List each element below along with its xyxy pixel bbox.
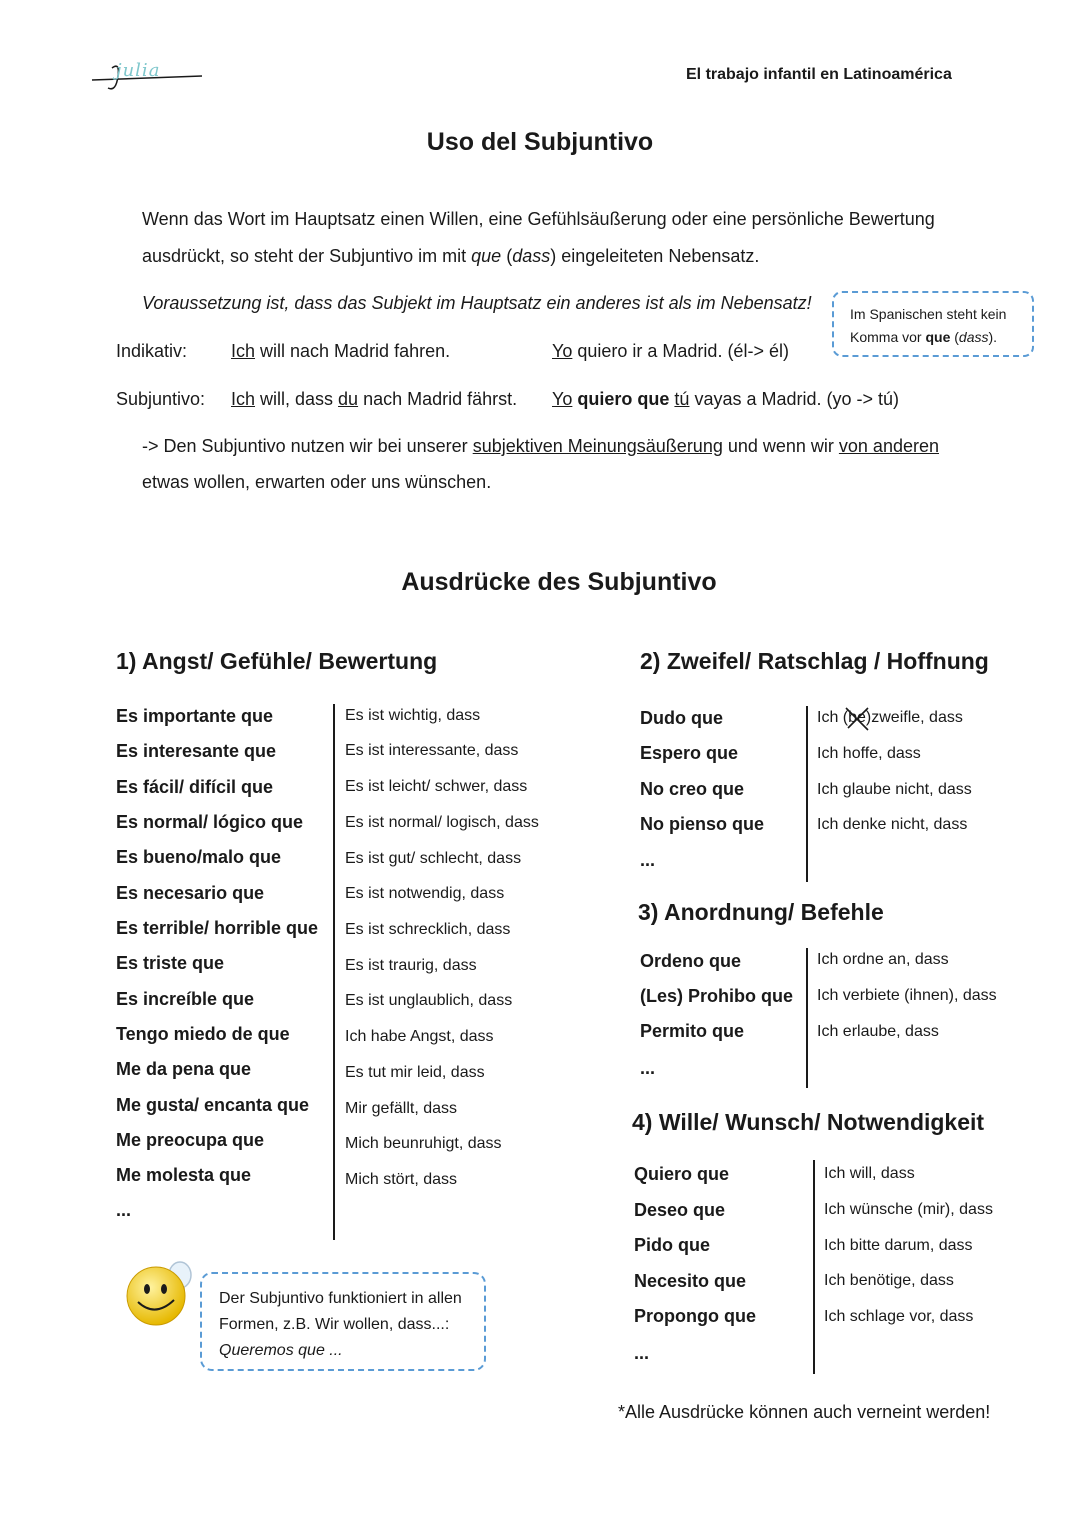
condition-statement: Voraussetzung ist, dass das Subjekt im Hauptsatz ein anderes ist als im Nebensatz! (142, 293, 812, 313)
list-item: Es tut mir leid, dass (345, 1064, 485, 1081)
text: will, dass (255, 389, 339, 409)
text-underlined: du (338, 389, 359, 409)
list-item: Es necesario que (116, 883, 265, 903)
list-item: Ordeno que (640, 951, 742, 971)
text: quiero ir a Madrid. (él-> él) (572, 341, 789, 361)
list-item: Pido que (634, 1235, 710, 1255)
list-item: Mir gefällt, dass (345, 1100, 458, 1117)
text-underlined: von anderen (838, 436, 939, 456)
list-item: (Les) Prohibo que (640, 986, 793, 1006)
tip-line-1: Der Subjuntivo funktioniert in allen (219, 1290, 462, 1307)
list-item: Me preocupa que (116, 1130, 265, 1150)
list-item: Ich schlage vor, dass (824, 1308, 974, 1325)
list-item: Es triste que (116, 953, 225, 973)
note-line-1: Im Spanischen steht kein (850, 306, 1007, 322)
text-underlined: Yo (552, 341, 573, 361)
list-item: Ich ordne an, dass (817, 951, 949, 968)
list-item: No pienso que (640, 814, 765, 834)
group-4-title: 4) Wille/ Wunsch/ Notwendigkeit (632, 1109, 985, 1135)
text: -> Den Subjuntivo nutzen wir bei unserer (142, 436, 473, 456)
text: Komma vor (850, 329, 926, 345)
text: ). (988, 329, 998, 345)
conclusion-line-2: etwas wollen, erwarten oder uns wünschen. (142, 472, 492, 492)
indikativ-label: Indikativ: (116, 341, 188, 361)
list-item: No creo que (640, 779, 745, 799)
list-item: Ich will, dass (824, 1165, 915, 1182)
text-bold: que (925, 329, 951, 345)
list-item: Me gusta/ encanta que (116, 1095, 310, 1115)
group-3-title: 3) Anordnung/ Befehle (638, 899, 884, 925)
list-item: Permito que (640, 1021, 745, 1041)
list-item: Es terrible/ horrible que (116, 918, 319, 938)
comma-note-box (832, 291, 1034, 357)
document-header-title: El trabajo infantil en Latinoamérica (686, 66, 952, 83)
text: nach Madrid fährst. (358, 389, 518, 409)
group-1-title: 1) Angst/ Gefühle/ Bewertung (116, 648, 438, 674)
note-line-2 (850, 326, 1032, 349)
tip-line-3: Queremos que ... (219, 1342, 343, 1359)
list-item: Tengo miedo de que (116, 1024, 290, 1044)
page-title: Uso del Subjuntivo (426, 128, 654, 156)
text-bold: quiero que (577, 389, 670, 409)
list-item: Ich hoffe, dass (817, 745, 921, 762)
list-item: Propongo que (634, 1306, 756, 1326)
text: ( (950, 329, 959, 345)
list-item: Ich habe Angst, dass (345, 1028, 494, 1045)
list-item: Es ist normal/ logisch, dass (345, 814, 539, 831)
subjuntivo-label: Subjuntivo: (116, 389, 206, 409)
list-item: Es bueno/malo que (116, 847, 282, 867)
list-item: ... (640, 1058, 656, 1078)
list-item: Ich (be)zweifle, dass (817, 709, 963, 726)
list-item: Mich beunruhigt, dass (345, 1135, 502, 1152)
text: ausdrückt, so steht der Subjuntivo im mit (142, 246, 472, 266)
list-item: ... (116, 1200, 132, 1220)
list-item: Mich stört, dass (345, 1171, 458, 1188)
list-item: Es normal/ lógico que (116, 812, 304, 832)
text-underlined: Ich (231, 389, 256, 409)
text-underlined: tú (674, 389, 690, 409)
list-item: Me da pena que (116, 1059, 252, 1079)
list-item: Es ist wichtig, dass (345, 707, 481, 724)
list-item: Quiero que (634, 1164, 730, 1184)
intro-line-2 (142, 245, 759, 267)
logo-text: julia (116, 60, 161, 81)
footer-note: *Alle Ausdrücke können auch verneint werden! (618, 1402, 991, 1422)
text-italic: dass (958, 329, 989, 345)
text-italic: dass (512, 246, 551, 266)
group-2-title: 2) Zweifel/ Ratschlag / Hoffnung (640, 648, 989, 674)
list-item: Espero que (640, 743, 739, 763)
list-item: Es importante que (116, 706, 274, 726)
list-item: ... (640, 850, 656, 870)
text: ( (501, 246, 513, 266)
indikativ-spanish (552, 340, 789, 362)
list-item: Ich verbiete (ihnen), dass (817, 987, 997, 1004)
text: ) eingeleiteten Nebensatz. (550, 246, 760, 266)
list-item: Ich benötige, dass (824, 1272, 954, 1289)
text-italic: que (471, 246, 502, 266)
subjuntivo-german (231, 388, 517, 410)
column-divider (806, 948, 808, 1088)
list-item: Dudo que (640, 708, 723, 728)
intro-line-1: Wenn das Wort im Hauptsatz einen Willen, eine Gefühlsäußerung oder eine persönliche Bewertung (142, 209, 935, 229)
list-item: Es ist gut/ schlecht, dass (345, 850, 522, 867)
list-item: Es fácil/ difícil que (116, 777, 274, 797)
strikethrough-mark-icon (840, 704, 876, 734)
column-divider (333, 704, 335, 1240)
list-item: Ich glaube nicht, dass (817, 781, 972, 798)
smiley-lightbulb-icon (122, 1258, 198, 1328)
list-item: Necesito que (634, 1271, 747, 1291)
list-item: Es interesante que (116, 741, 277, 761)
conclusion-line-1 (142, 435, 939, 457)
text-underlined: Yo (552, 389, 573, 409)
list-item: ... (634, 1343, 650, 1363)
text-underlined: subjektiven Meinungsäußerung (472, 436, 723, 456)
text: will nach Madrid fahren. (255, 341, 451, 361)
column-divider (806, 706, 808, 882)
list-item: Es ist traurig, dass (345, 957, 477, 974)
list-item: Ich denke nicht, dass (817, 816, 968, 833)
list-item: Me molesta que (116, 1165, 252, 1185)
list-item: Es ist interessante, dass (345, 742, 519, 759)
list-item: Es ist leicht/ schwer, dass (345, 778, 528, 795)
list-item: Deseo que (634, 1200, 726, 1220)
text: vayas a Madrid. (yo -> tú) (689, 389, 900, 409)
section-title-expressions: Ausdrücke des Subjuntivo (401, 568, 717, 596)
text-underlined: Ich (231, 341, 256, 361)
subjuntivo-spanish (552, 388, 899, 410)
text: und wenn wir (722, 436, 839, 456)
list-item: Ich erlaube, dass (817, 1023, 939, 1040)
list-item: Es ist unglaublich, dass (345, 992, 513, 1009)
tip-line-2: Formen, z.B. Wir wollen, dass...: (219, 1316, 450, 1333)
tip-box (200, 1272, 486, 1371)
list-item: Ich bitte darum, dass (824, 1237, 973, 1254)
column-divider (813, 1160, 815, 1374)
indikativ-german (231, 340, 450, 362)
list-item: Es increíble que (116, 989, 255, 1009)
list-item: Es ist schrecklich, dass (345, 921, 511, 938)
logo (90, 58, 205, 94)
list-item: Es ist notwendig, dass (345, 885, 505, 902)
list-item: Ich wünsche (mir), dass (824, 1201, 993, 1218)
